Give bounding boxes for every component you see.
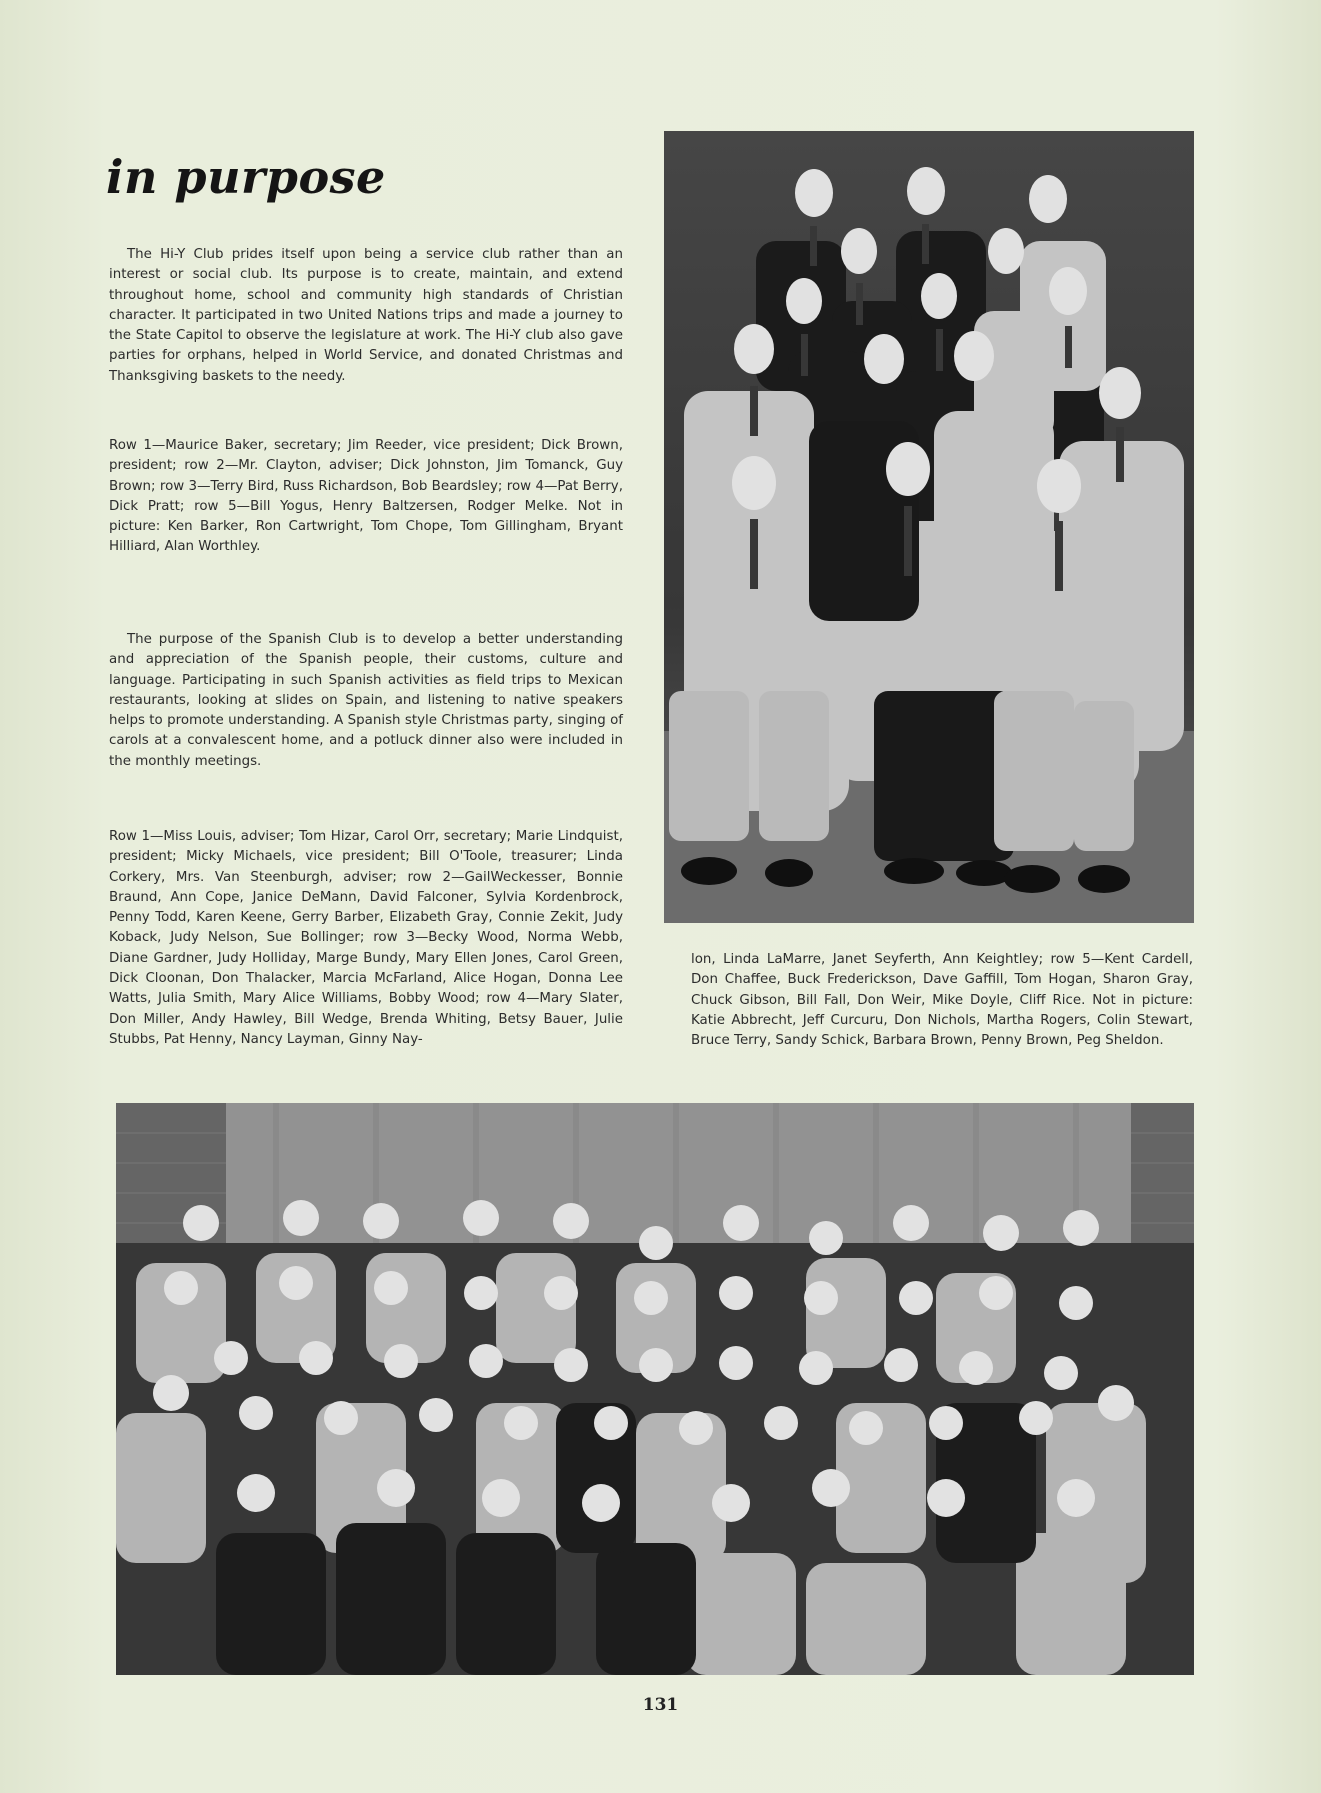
- spanish-intro-paragraph: The purpose of the Spanish Club is to develop a better understanding and appreciation of the Spanish people, their customs, culture and language. Participating in such Spanish activities as field trips to Mexican restaurants, looking at slides on Spain, and listening to native speakers helps to promote understanding. A Spanish style Christmas party, singing of carols at a convalescent home, and a potluck dinner also were included in the monthly meetings.: [109, 632, 623, 769]
- page-heading: in purpose: [106, 150, 386, 204]
- hiy-club-group-photo: [664, 131, 1194, 923]
- spanish-roster-caption-part1: Row 1—Miss Louis, adviser; Tom Hizar, Carol Orr, secretary; Marie Lindquist, president; Micky Michaels, vice president; Bill O'Toole, treasurer; Linda Corkery, Mrs. Van Steenburgh, adviser; row 2—GailWeckesser, Bonnie Braund, Ann Cope, Janice DeMann, David Falconer, Sylvia Kordenbrock, Penny Todd, Karen Keene, Gerry Barber, Elizabeth Gray, Connie Zekit, Judy Koback, Judy Nelson, Sue Bollinger; row 3—Becky Wood, Norma Webb, Diane Gardner, Judy Holliday, Marge Bundy, Mary Ellen Jones, Carol Green, Dick Cloonan, Don Thalacker, Marcia McFarland, Alice Hogan, Donna Lee Watts, Julia Smith, Mary Alice Williams, Bobby Wood; row 4—Mary Slater, Don Miller, Andy Hawley, Bill Wedge, Brenda Whiting, Betsy Bauer, Julie Stubbs, Pat Henny, Nancy Layman, Ginny Nay-: [109, 829, 623, 1047]
- hiy-photo-image: [664, 131, 1194, 923]
- spanish-roster-caption-part2: lon, Linda LaMarre, Janet Seyferth, Ann Keightley; row 5—Kent Cardell, Don Chaffee, Buck Frederickson, Dave Gaffill, Tom Hogan, Sharon Gray, Chuck Gibson, Bill Fall, Don Weir, Mike Doyle, Cliff Rice. Not in picture: Katie Abbrecht, Jeff Curcuru, Don Nichols, Martha Rogers, Colin Stewart, Bruce Terry, Sandy Schick, Barbara Brown, Penny Brown, Peg Sheldon.: [691, 952, 1193, 1049]
- hiy-roster-caption: Row 1—Maurice Baker, secretary; Jim Reeder, vice president; Dick Brown, president; row 2—Mr. Clayton, adviser; Dick Johnston, Jim Tomanck, Guy Brown; row 3—Terry Bird, Russ Richardson, Bob Beardsley; row 4—Pat Berry, Dick Pratt; row 5—Bill Yogus, Henry Baltzersen, Rodger Melke. Not in picture: Ken Barker, Ron Cartwright, Tom Chope, Tom Gillingham, Bryant Hilliard, Alan Worthley.: [109, 438, 623, 555]
- spanish-photo-image: [116, 1103, 1194, 1675]
- page-number: 131: [642, 1695, 679, 1715]
- spanish-club-group-photo: [116, 1103, 1194, 1675]
- hiy-intro-paragraph: The Hi-Y Club prides itself upon being a service club rather than an interest or social club. Its purpose is to create, maintain, and extend throughout home, school and community high standards of Christian character. It participated in two United Nations trips and made a journey to the State Capitol to observe the legislature at work. The Hi-Y club also gave parties for orphans, helped in World Service, and donated Christmas and Thanksgiving baskets to the needy.: [109, 247, 623, 384]
